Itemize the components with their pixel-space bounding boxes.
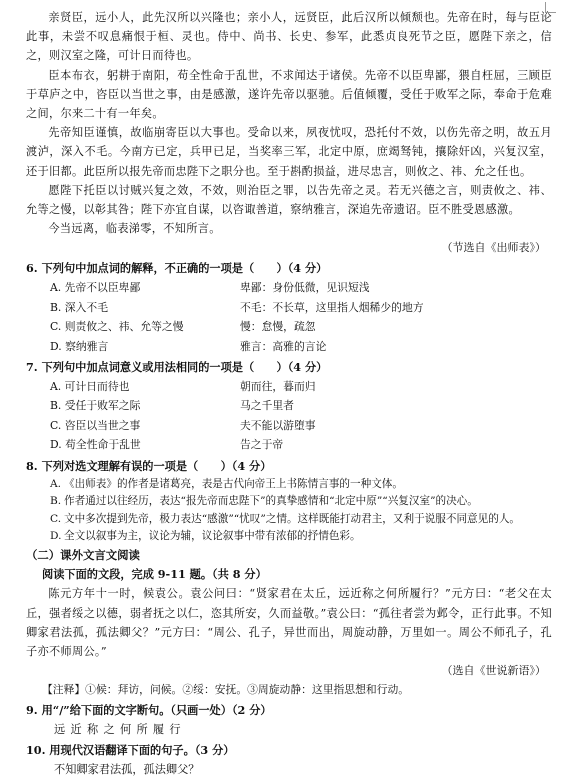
option-compare: 夫不能以游堕事 (240, 418, 316, 432)
question-stem: 7. 下列句中加点词意义或用法相同的一项是（ ）（4 分） (26, 360, 328, 375)
option-row (50, 511, 552, 528)
passage-paragraph: 先帝知臣谨慎，故临崩寄臣以大事也。受命以来，夙夜忧叹，恐托付不效，以伤先帝之明，故五月渡泸，深入不毛。今南方已定，兵甲已足，当奖率三军，北定中原，庶竭驽钝，攘除奸凶，兴复汉室，还于旧都。此臣所以报先帝而忠陛下之职分也。至于斟酌损益，进尽忠言，则攸之、祎、允之任也。 (26, 126, 552, 178)
question-10 (26, 741, 552, 779)
option-explanation: 雅言：高雅的言论 (240, 339, 327, 353)
option-row (50, 493, 552, 510)
passage-shishuoxinyu: 陈元方年十一时，候袁公。袁公问曰：“贤家君在太丘，远近称之何所履行？”元方曰：“老父在太丘，强者绥之以德，弱者抚之以仁，恣其所安，久而益敬。”袁公曰：“孤往者尝为邺令，正行此事。不知卿家君法孤，孤法卿父？”元方曰：“周公、孔子，异世而出，周旋动静，万里如一。周公不师孔子，孔子亦不师周公。” (26, 587, 552, 658)
option-sentence: D. 苟全性命于乱世 (50, 438, 141, 452)
option-row (50, 528, 552, 545)
option-row (50, 337, 552, 356)
option-label: D. (50, 529, 62, 542)
passage-paragraph: 今当远离，临表涕零，不知所言。 (48, 222, 221, 236)
option-row (50, 476, 552, 493)
option-row (50, 416, 552, 435)
option-label: B. (50, 495, 62, 508)
option-compare: 告之于帝 (240, 438, 284, 452)
option-row (50, 396, 552, 415)
passage-paragraph: 亲贤臣，远小人，此先汉所以兴隆也；亲小人，远贤臣，此后汉所以倾颓也。先帝在时，每与臣论此事，未尝不叹息痛恨于桓、灵也。侍中、尚书、长史、参军，此悉贞良死节之臣，愿陛下亲之，信之，则汉室之隆，可计日而待也。 (26, 11, 552, 63)
passage-source: （选自《世说新语》） (441, 664, 546, 678)
question-stem: 8. 下列对选文理解有误的一项是（ ）（4 分） (26, 458, 272, 473)
option-sentence: A. 先帝不以臣卑鄙 (50, 281, 141, 295)
page-corner-mark (545, 2, 556, 13)
option-compare: 马之千里者 (240, 399, 294, 413)
passage-paragraph: 愿陛下托臣以讨贼兴复之效，不效，则治臣之罪，以告先帝之灵。若无兴德之言，则责攸之、祎、允等之慢，以彰其咎；陛下亦宜自谋，以咨诹善道，察纳雅言，深追先帝遗诏。臣不胜受恩感激。 (26, 183, 552, 217)
option-sentence: B. 受任于败军之际 (50, 399, 141, 413)
option-sentence: A. 可计日而待也 (50, 380, 130, 394)
passage-paragraph: 臣本布衣，躬耕于南阳，苟全性命于乱世，不求闻达于诸侯。先帝不以臣卑鄙，猥自枉屈，三顾臣于草庐之中，咨臣以当世之事，由是感激，遂许先帝以驱驰。后值倾覆，受任于败军之际，奉命于危难之间，尔来二十有一年矣。 (26, 68, 552, 121)
question-8 (26, 457, 552, 546)
option-row (50, 435, 552, 454)
question-7 (26, 358, 552, 455)
option-text: 文中多次提到先帝，极力表达“感激”“忧叹”之情。这样既能打动君主，又利于说服不同意见的人。 (64, 512, 521, 525)
option-row (50, 317, 552, 336)
option-sentence: D. 察纳雅言 (50, 339, 109, 353)
option-explanation: 慢：怠慢，疏忽 (240, 320, 316, 334)
option-label: C. (50, 512, 62, 525)
section-heading: （二）课外文言文阅读 (26, 548, 140, 563)
option-compare: 朝而往，暮而归 (240, 380, 316, 394)
option-sentence: C. 咨臣以当世之事 (50, 418, 141, 432)
option-row (50, 298, 552, 317)
translation-target-text: 不知卿家君法孤，孤法卿父？ (54, 763, 200, 777)
option-text: 作者通过以往经历，表达“报先帝而忠陛下”的真挚感情和“北定中原”“兴复汉室”的决心。 (64, 495, 478, 508)
option-sentence: B. 深入不毛 (50, 300, 108, 314)
reading-instruction: 阅读下面的文段，完成 9-11 题。（共 8 分） (42, 567, 267, 582)
option-text: 全文以叙事为主，议论为辅，议论叙事中带有浓郁的抒情色彩。 (64, 529, 361, 542)
passage-source: （节选自《出师表》） (441, 241, 546, 255)
option-text: 《出师表》的作者是诸葛亮，表是古代向帝王上书陈情言事的一种文体。 (64, 477, 403, 490)
passage-chushibiao (26, 8, 552, 238)
option-row (50, 278, 552, 297)
option-row (50, 377, 552, 396)
question-stem: 10. 用现代汉语翻译下面的句子。（3 分） (26, 743, 235, 758)
punctuation-target-text[interactable]: 远近称之何所履行 (54, 723, 186, 737)
annotation-note: 【注释】①候：拜访，问候。②绥：安抚。③周旋动静：这里指思想和行动。 (42, 683, 410, 697)
option-explanation: 卑鄙：身份低微，见识短浅 (240, 281, 370, 295)
option-sentence: C. 则责攸之、祎、允等之慢 (50, 320, 184, 334)
question-9 (26, 701, 552, 739)
option-label: A. (50, 477, 62, 490)
question-stem: 6. 下列句中加点词的解释，不正确的一项是（ ）（4 分） (26, 261, 328, 276)
question-6 (26, 259, 552, 356)
option-explanation: 不毛：不长草，这里指人烟稀少的地方 (240, 300, 424, 314)
question-stem: 9. 用“/”给下面的文字断句。（只画一处）（2 分） (26, 703, 272, 718)
